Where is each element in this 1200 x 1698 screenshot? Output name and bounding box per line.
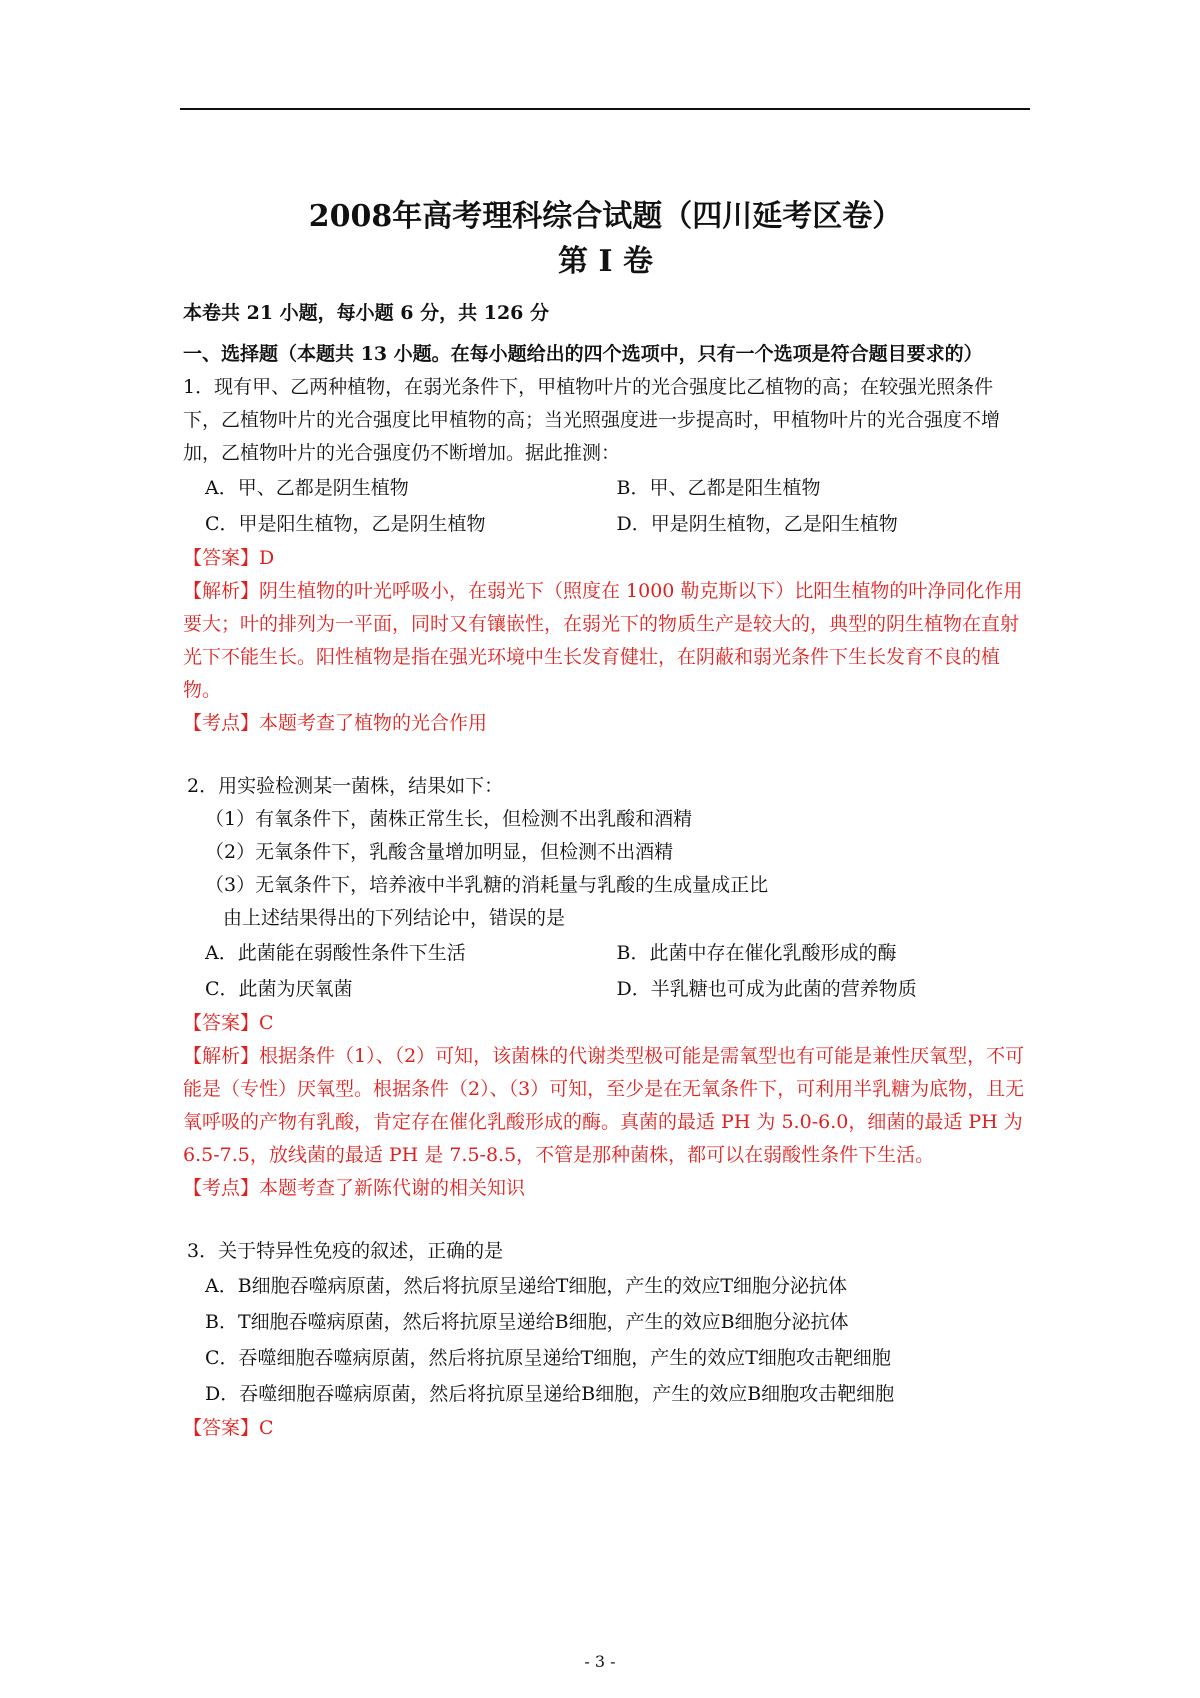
header-rule	[180, 108, 1030, 110]
option-c: C．此菌为厌氧菌	[205, 978, 353, 1000]
option-b: B．T细胞吞噬病原菌，然后将抗原呈递给B细胞，产生的效应B细胞分泌抗体	[205, 1311, 849, 1333]
question-stem: 3．关于特异性免疫的叙述，正确的是	[187, 1240, 504, 1262]
condition-1: （1）有氧条件下，菌株正常生长，但检测不出乳酸和酒精	[205, 808, 693, 830]
option-b: B．甲、乙都是阳生植物	[616, 477, 821, 499]
page-title: 2008年高考理科综合试题（四川延考区卷）	[308, 199, 903, 234]
option-d: D．甲是阴生植物，乙是阳生植物	[616, 513, 898, 535]
intro-text: 本卷共 21 小题，每小题 6 分，共 126 分	[183, 302, 550, 324]
answer-text: 【答案】C	[183, 1012, 274, 1034]
section-heading: 一、选择题（本题共 13 小题。在每小题给出的四个选项中，只有一个选项是符合题目要求的）	[183, 343, 983, 365]
option-a: A．甲、乙都是阴生植物	[205, 477, 409, 499]
option-c: C．甲是阳生植物，乙是阴生植物	[205, 513, 486, 535]
question-2	[183, 770, 1028, 1205]
option-a: A．此菌能在弱酸性条件下生活	[205, 942, 466, 964]
question-stem: 1．现有甲、乙两种植物，在弱光条件下，甲植物叶片的光合强度比乙植物的高；在较强光照条件下，乙植物叶片的光合强度比甲植物的高；当光照强度进一步提高时，甲植物叶片的光合强度不增加，乙植物叶片的光合强度仍不断增加。据此推测：	[183, 376, 1001, 464]
knowledge-point: 【考点】本题考查了新陈代谢的相关知识	[183, 1177, 526, 1199]
page-number: - 3 -	[584, 1652, 616, 1671]
knowledge-point: 【考点】本题考查了植物的光合作用	[183, 712, 488, 734]
option-a: A．B细胞吞噬病原菌，然后将抗原呈递给T细胞，产生的效应T细胞分泌抗体	[205, 1275, 848, 1297]
option-b: B．此菌中存在催化乳酸形成的酶	[616, 942, 897, 964]
question-lead: 由上述结果得出的下列结论中，错误的是	[223, 907, 566, 929]
option-row	[183, 470, 1028, 506]
question-1	[183, 371, 1028, 740]
option-d: D．吞噬细胞吞噬病原菌，然后将抗原呈递给B细胞，产生的效应B细胞攻击靶细胞	[205, 1383, 895, 1405]
question-stem: 2．用实验检测某一菌株，结果如下：	[187, 775, 504, 797]
analysis-text: 【解析】根据条件（1）、（2）可知，该菌株的代谢类型极可能是需氧型也有可能是兼性厌氧型，不可能是（专性）厌氧型。根据条件（2）、（3）可知，至少是在无氧条件下，可利用半乳糖为底物，且无氧呼吸的产物有乳酸，肯定存在催化乳酸形成的酶。真菌的最适 PH 为 5.0-6.0，细菌的最适 PH 为 6.5-7.5，放线菌的最适 PH 是 7.5-8.5，不管是那种菌株，都可以在弱酸性条件下生活。	[183, 1045, 1025, 1166]
answer-text: 【答案】D	[183, 547, 275, 569]
option-d: D．半乳糖也可成为此菌的营养物质	[616, 978, 917, 1000]
option-c: C．吞噬细胞吞噬病原菌，然后将抗原呈递给T细胞，产生的效应T细胞攻击靶细胞	[205, 1347, 891, 1369]
condition-2: （2）无氧条件下，乳酸含量增加明显，但检测不出酒精	[205, 841, 674, 863]
page-subtitle: 第 I 卷	[558, 244, 653, 279]
option-row	[183, 506, 1028, 542]
question-3	[183, 1235, 1028, 1445]
answer-text: 【答案】C	[183, 1417, 274, 1439]
option-row	[183, 935, 1028, 971]
condition-3: （3）无氧条件下，培养液中半乳糖的消耗量与乳酸的生成量成正比	[205, 874, 769, 896]
option-row	[183, 971, 1028, 1007]
analysis-text: 【解析】阴生植物的叶光呼吸小，在弱光下（照度在 1000 勒克斯以下）比阳生植物的叶净同化作用要大；叶的排列为一平面，同时又有镶嵌性，在弱光下的物质生产是较大的，典型的阴生植物在直射光下不能生长。阳性植物是指在强光环境中生长发育健壮，在阴蔽和弱光条件下生长发育不良的植物。	[183, 580, 1023, 701]
document-body	[183, 195, 1028, 1445]
